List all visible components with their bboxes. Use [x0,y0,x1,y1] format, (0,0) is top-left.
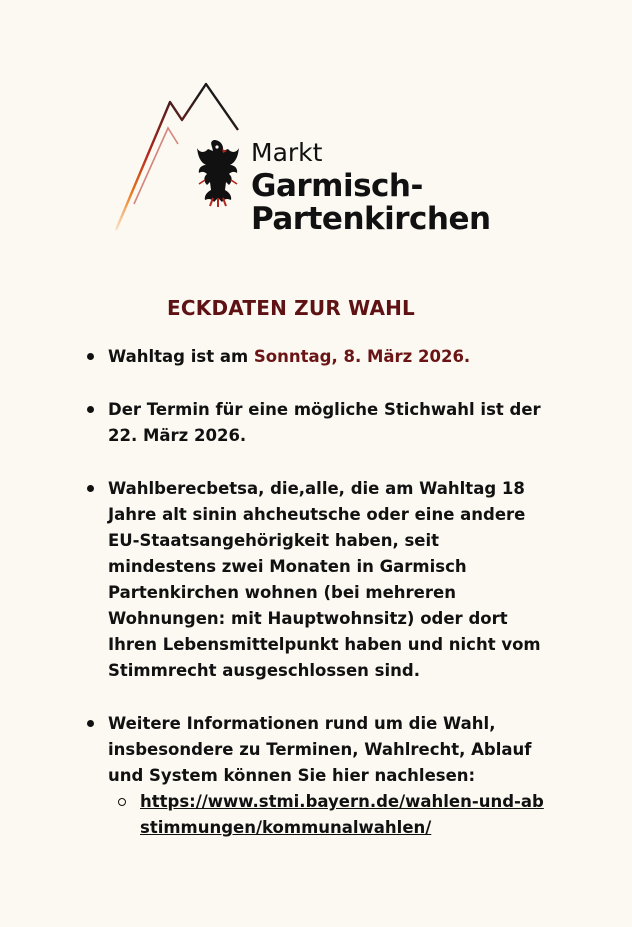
more-info-text: Weitere Informationen rund um die Wahl, insbesondere zu Terminen, Wahlrecht, Ablauf und System können Sie hier nachlesen: [108,714,532,785]
election-facts-list [78,344,548,841]
list-item-runoff [78,397,548,449]
list-item-more-info [78,711,548,841]
logo-line-markt: Markt [251,138,323,167]
list-item-eligibility [78,476,548,684]
eagle-icon [197,140,239,207]
mountain-inner-ridge-icon [134,128,178,204]
link-sublist [108,789,548,841]
info-link[interactable]: https://www.stmi.bayern.de/wahlen-und-abstimmungen/kommunalwahlen/ [140,792,544,837]
logo-wordmark [251,140,491,235]
sub-list-item [108,789,548,841]
election-day-date: Sonntag, 8. März 2026. [253,347,471,366]
municipality-logo [112,80,512,240]
logo-line-partenkirchen: Partenkirchen [251,201,491,237]
logo-line-garmisch: Garmisch- [251,168,423,204]
mountain-eagle-emblem [112,80,252,240]
eligibility-text: Wahlberecbetsa, die,alle, die am Wahltag 18 Jahre alt sinin ahcheutsche oder eine andere EU-Staatsangehörigkeit haben, seit mindestens zwei Monaten in Garmisch Partenkirchen wohnen (bei mehreren Wohnungen: mit Hauptwohnsitz) oder dort Ihren Lebensmittelpunkt haben und nicht vom Stimmrecht ausgeschlossen sind. [108,479,541,680]
election-day-text: Wahltag ist am [108,347,254,366]
runoff-text-line1: Der Termin für eine mögliche Stichwahl ist der [108,400,541,419]
page-title: ECKDATEN ZUR WAHL [167,296,415,320]
runoff-text-line2: 22. März 2026. [108,426,247,445]
list-item-election-day [78,344,548,370]
